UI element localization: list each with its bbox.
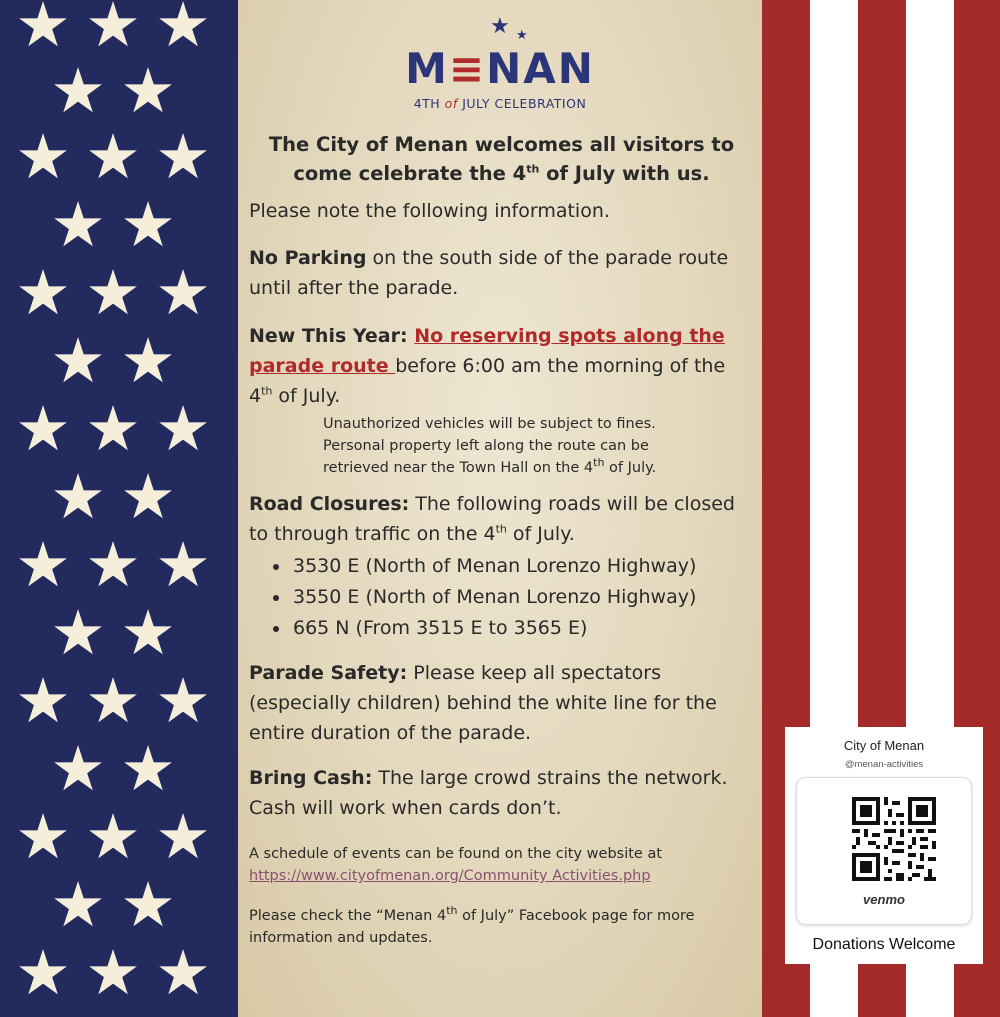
parade-safety-section	[249, 658, 754, 748]
road-closures-label: Road Closures:	[249, 493, 410, 515]
star-icon: ★	[120, 596, 176, 669]
star-icon: ★	[120, 188, 176, 261]
star-icon: ★	[85, 256, 141, 329]
star-icon: ★	[85, 392, 141, 465]
menan-logo	[238, 14, 762, 111]
star-icon: ★	[15, 256, 71, 329]
star-icon: ★	[85, 528, 141, 601]
star-icon: ★	[155, 0, 211, 61]
donations-label: Donations Welcome	[812, 936, 956, 953]
star-icon: ★	[50, 868, 106, 941]
no-parking-label: No Parking	[249, 247, 367, 269]
no-parking-text: on the south side of the parade route until after the parade.	[249, 247, 729, 299]
star-icon: ★	[85, 0, 141, 61]
venmo-handle: @menan-activities	[844, 759, 924, 770]
notice-body	[249, 130, 754, 949]
logo-subtitle	[238, 96, 762, 111]
new-this-year-note	[323, 413, 754, 479]
star-icon: ★	[50, 732, 106, 805]
star-icon: ★	[50, 596, 106, 669]
new-this-year-highlight: No reserving spots along the parade route	[249, 325, 725, 377]
star-icon: ★	[155, 936, 211, 1009]
logo-sub-b: JULY CELEBRATION	[462, 96, 587, 111]
new-this-year-text-pre: before 6:00 am the morning of the 4	[249, 355, 726, 407]
headline-line1: The City of Menan welcomes all visitors to	[268, 133, 735, 156]
star-icon: ★	[120, 732, 176, 805]
logo-wordmark	[238, 44, 762, 93]
facebook-section	[249, 905, 754, 949]
schedule-link[interactable]: https://www.cityofmenan.org/Community Activities.php	[249, 868, 651, 884]
star-icon: ★	[50, 188, 106, 261]
star-icon: ★	[50, 460, 106, 533]
note-line1: Unauthorized vehicles will be subject to fines.	[323, 416, 656, 432]
headline-sup: th	[526, 162, 540, 176]
star-icon: ★	[15, 0, 71, 61]
star-icon: ★	[516, 28, 528, 43]
logo-rest: NAN	[486, 44, 595, 93]
star-icon: ★	[15, 800, 71, 873]
new-this-year-sup: th	[261, 384, 273, 398]
facebook-text-post: of July” Facebook page for more information and updates.	[249, 908, 695, 946]
schedule-text: A schedule of events can be found on the city website at	[249, 846, 663, 862]
bring-cash-text: The large crowd strains the network. Cash will work when cards don’t.	[249, 767, 728, 819]
logo-e: ≡	[448, 44, 487, 93]
facebook-text-pre: Please check the “Menan 4	[249, 908, 447, 924]
venmo-card	[785, 727, 983, 964]
star-icon: ★	[120, 324, 176, 397]
road-closures-sup: th	[495, 522, 507, 536]
logo-stars	[238, 14, 762, 48]
bring-cash-section	[249, 763, 754, 823]
star-icon: ★	[155, 800, 211, 873]
star-icon: ★	[120, 460, 176, 533]
road-closures-text-pre: The following roads will be closed to through traffic on the 4	[249, 493, 735, 545]
logo-sub-of: of	[444, 96, 458, 111]
road-item: • 3550 E (North of Menan Lorenzo Highway)	[291, 582, 754, 613]
parade-safety-text: Please keep all spectators (especially children) behind the white line for the entire duration of the parade.	[249, 662, 717, 744]
new-this-year-text-post: of July.	[272, 385, 341, 407]
headline	[249, 130, 754, 188]
road-list	[249, 551, 754, 644]
facebook-sup: th	[446, 904, 458, 918]
schedule-section	[249, 843, 754, 887]
note-line3-sup: th	[593, 456, 605, 470]
qr-code-icon[interactable]	[852, 797, 936, 881]
star-icon: ★	[50, 54, 106, 127]
new-this-year-label: New This Year:	[249, 325, 415, 347]
headline-line2-post: of July with us.	[539, 162, 710, 185]
note-line3-post: of July.	[604, 460, 657, 476]
star-icon: ★	[155, 528, 211, 601]
venmo-qr-card[interactable]	[796, 777, 972, 925]
headline-line2-pre: come celebrate the 4	[293, 162, 527, 185]
venmo-logo: venmo	[863, 892, 905, 907]
road-closures-text-post: of July.	[506, 523, 575, 545]
note-line2: Personal property left along the route can be	[323, 438, 649, 454]
star-icon: ★	[85, 120, 141, 193]
road-item: • 665 N (From 3515 E to 3565 E)	[291, 613, 754, 644]
road-closures-section	[249, 489, 754, 549]
venmo-name: City of Menan	[843, 738, 925, 753]
star-icon: ★	[155, 256, 211, 329]
road-item: • 3530 E (North of Menan Lorenzo Highway)	[291, 551, 754, 582]
star-icon: ★	[155, 664, 211, 737]
star-icon: ★	[120, 54, 176, 127]
star-icon: ★	[50, 324, 106, 397]
star-icon: ★	[15, 664, 71, 737]
new-this-year-section	[249, 321, 754, 411]
star-icon: ★	[120, 868, 176, 941]
star-icon: ★	[155, 120, 211, 193]
star-icon: ★	[15, 936, 71, 1009]
star-icon: ★	[85, 800, 141, 873]
star-icon: ★	[15, 392, 71, 465]
star-field	[0, 0, 238, 1017]
intro-text: Please note the following information.	[249, 200, 610, 222]
star-icon: ★	[155, 392, 211, 465]
parade-safety-label: Parade Safety:	[249, 662, 408, 684]
star-icon: ★	[15, 528, 71, 601]
bring-cash-label: Bring Cash:	[249, 767, 373, 789]
logo-m: M	[405, 44, 449, 93]
no-parking-section	[249, 243, 754, 303]
star-icon: ★	[15, 120, 71, 193]
logo-sub-a: 4TH	[413, 96, 441, 111]
star-icon: ★	[490, 14, 510, 39]
star-icon: ★	[85, 664, 141, 737]
star-icon: ★	[85, 936, 141, 1009]
note-line3-pre: retrieved near the Town Hall on the 4	[323, 460, 594, 476]
